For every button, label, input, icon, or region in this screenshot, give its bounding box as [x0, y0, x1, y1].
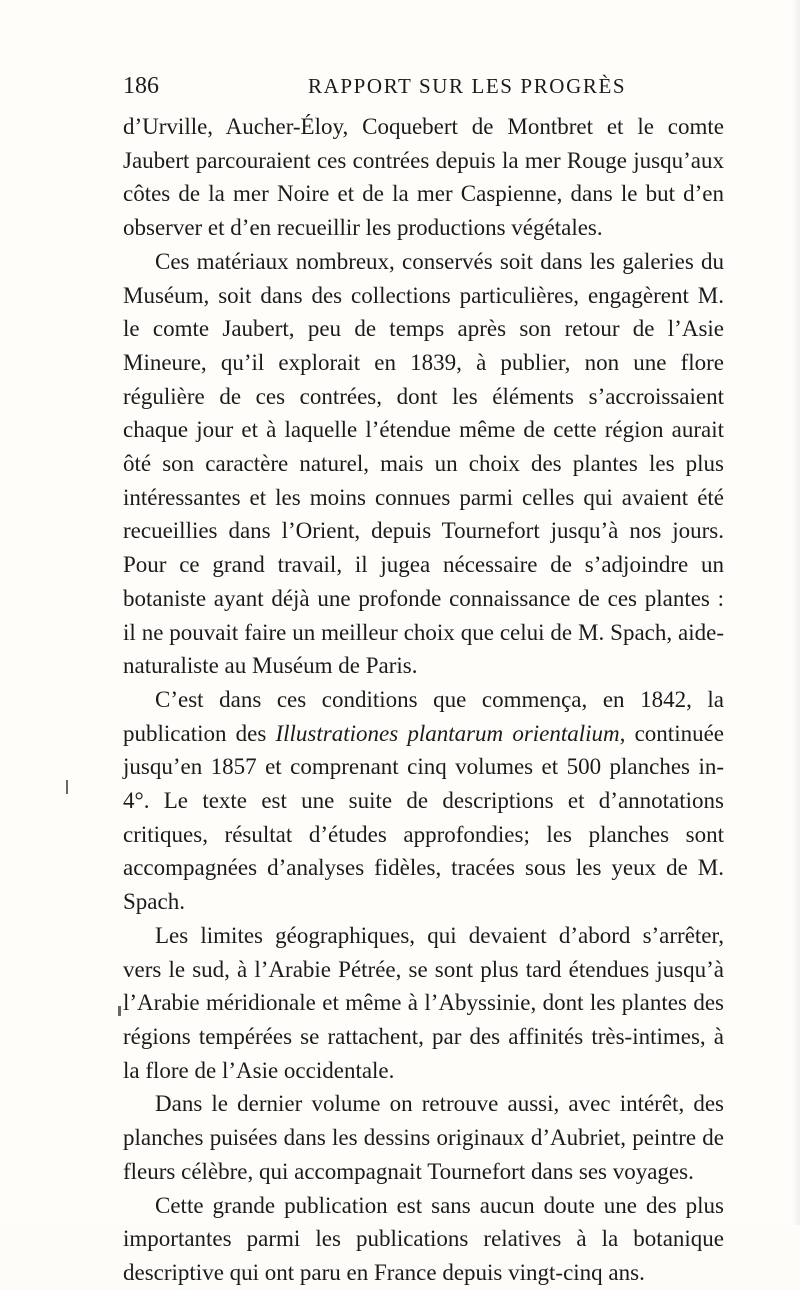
margin-mark: [118, 1006, 121, 1016]
paragraph-conclusion: Cette grande publication est sans aucun doute une des plus importantes parmi les publications relatives à la botanique descriptive qui ont paru en France depuis vingt-cinq ans.: [123, 1192, 724, 1285]
paragraph-text-before: C’est dans ces conditions que commença, en 1842, la publication des: [123, 686, 724, 746]
running-title: RAPPORT SUR LES PROGRÈS: [308, 74, 627, 98]
body-text: [123, 110, 724, 1290]
paragraph-continuation: d’Urville, Aucher-Éloy, Coquebert de Montbret et le comte Jaubert parcouraient ces contrées depuis la mer Rouge jusqu’aux côtes de la mer Noire et de la mer Caspienne, dans le but d’en observer et d’en recueillir les productions végétales.: [123, 114, 724, 241]
page-number: 186: [123, 73, 159, 99]
paragraph-aubriet-plates: Dans le dernier volume on retrouve aussi, avec intérêt, des planches puisées dans les dessins originaux d’Aubriet, peintre de fleurs célèbre, qui accompagnait Tournefort dans ses voyages.: [123, 1091, 724, 1184]
paragraph-geographic-limits: Les limites géographiques, qui devaient d’abord s’arrêter, vers le sud, à l’Arabie Pétrée, se sont plus tard étendues jusqu’à l’Arabie méridionale et même à l’Abyssinie, dont les plantes des régions tempérées se rattachent, par des affinités très-intimes, à la flore de l’Asie occidentale.: [123, 922, 724, 1083]
running-header: [0, 71, 800, 101]
paragraph-text-after: continuée jusqu’en 1857 et comprenant cinq volumes et 500 planches in-4°. Le texte est une suite de descriptions et d’annotations critiques, résultat d’études approfondies; les planches sont accompagnées d’analyses fidèles, tracées sous les yeux de M. Spach.: [123, 720, 724, 915]
page-edge-shadow: [792, 0, 800, 1225]
margin-mark: [66, 780, 68, 794]
publication-title: Illustrationes plantarum orientalium,: [275, 720, 626, 746]
paragraph-illustrationes-publication: [123, 683, 724, 919]
paragraph-jaubert-collections: Ces matériaux nombreux, conservés soit dans les galeries du Muséum, soit dans des collections particulières, engagèrent M. le comte Jaubert, peu de temps après son retour de l’Asie Mineure, qu’il explorait en 1839, à publier, non une flore régulière de ces contrées, dont les éléments s’accroissaient chaque jour et à laquelle l’étendue même de cette région aurait ôté son caractère naturel, mais un choix des plantes les plus intéressantes et les moins connues parmi celles qui avaient été recueillies dans l’Orient, depuis Tournefort jusqu’à nos jours. Pour ce grand travail, il jugea nécessaire de s’adjoindre un botaniste ayant déjà une profonde connaissance de ces plantes : il ne pouvait faire un meilleur choix que celui de M. Spach, aide-naturaliste au Muséum de Paris.: [123, 248, 724, 679]
